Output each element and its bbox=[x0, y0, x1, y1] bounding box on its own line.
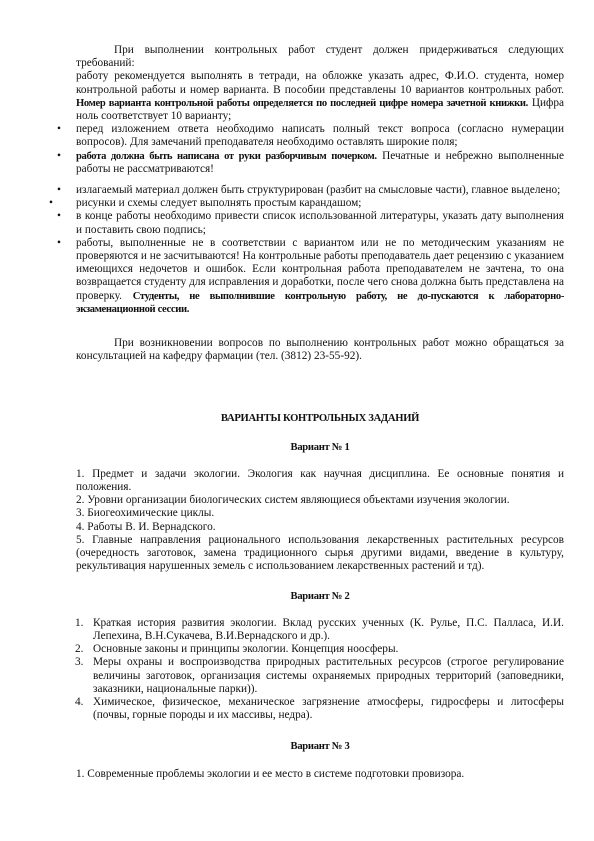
bullet-notebook: работу рекомендуется выполнять в тетради, на обложке указать адрес, Ф.И.О. студента, номер контрольной работы и номер варианта. В пособии представлены 10 вариантов контрольных работ. Номер варианта контрольной работы определяется по последней цифре номера зачетной книжки. Цифра ноль соответствует 10 варианту; bbox=[76, 70, 564, 123]
list-item: 3. Биогеохимические циклы. bbox=[76, 507, 215, 520]
list-item: 1. Предмет и задачи экологии. Экология как научная дисциплина. Ее основные понятия и положения. bbox=[76, 467, 564, 494]
contact-paragraph: При возникновении вопросов по выполнению контрольных работ можно обращаться за консультацией на кафедру фармации (тел. (3812) 23-55-92). bbox=[76, 337, 564, 363]
intro-lead: При выполнении контрольных работ студент должен придерживаться следующих требований: bbox=[76, 44, 564, 70]
bullet-structure: • излагаемый материал должен быть структурирован (разбит на смысловые части), главное выделено; bbox=[57, 184, 561, 197]
variant-1-heading: Вариант № 1 bbox=[290, 441, 350, 453]
list-item: 1. Современные проблемы экологии и ее место в системе подготовки провизора. bbox=[76, 767, 465, 780]
list-item: 4. Работы В. И. Вернадского. bbox=[76, 520, 216, 533]
list-item: 2. Основные законы и принципы экологии. Концепция ноосферы. bbox=[75, 643, 399, 656]
list-item: 4. Химическое, физическое, механическое загрязнение атмосферы, гидросферы и литосферы (почвы, горные породы и их массивы, недра). bbox=[75, 695, 564, 722]
bullet-rejection: • работы, выполненные не в соответствии с вариантом или не по методическим указаниям не проверяются и не засчитываются! На контрольные работы преподаватель дает рецензию с указанием имеющихся недочетов и ошибок. Если контрольная работа преподавателем не зачтена, то она возвращается студенту для исправления и доработки, после чего снова должна быть представлена на проверку. Студенты, не выполнившие контрольную работу, не до-пускаются к лабораторно-экзаменационной сессии. bbox=[57, 236, 564, 315]
list-item: 5. Главные направления рационального использования лекарственных растительных ресурсов (очередность заготовок, замена традиционного сырья другими видами, введение в культуру, рекультивация нарушенных земель с использованием лекарственных растений и тд). bbox=[76, 533, 564, 573]
list-item: 2. Уровни организации биологических систем являющиеся объектами изучения экологии. bbox=[76, 494, 510, 507]
bullet-question-text: • перед изложением ответа необходимо написать полный текст вопроса (согласно нумерации вопросов). Для замечаний преподавателя необходимо оставлять широкие поля; bbox=[57, 123, 564, 149]
bullet-drawings: • рисунки и схемы следует выполнять простым карандашом; bbox=[49, 197, 362, 210]
bullet-bibliography: • в конце работы необходимо привести список использованной литературы, указать дату выполнения и поставить свою подпись; bbox=[57, 210, 564, 236]
variant-2-heading: Вариант № 2 bbox=[290, 590, 350, 602]
list-item: 1. Краткая история развития экологии. Вклад русских ученных (К. Рулье, П.С. Палласа, И.И. Лепехина, В.Н.Сукачева, В.И.Вернадского и др.). bbox=[75, 616, 564, 642]
section-title: ВАРИАНТЫ КОНТРОЛЬНЫХ ЗАДАНИЙ bbox=[220, 413, 420, 425]
bullet-handwriting: • работа должна быть написана от руки разборчивым почерком. Печатные и небрежно выполненные работы не рассматриваются! bbox=[57, 149, 565, 175]
variant-rule: Номер варианта контрольной работы определяется по последней цифре номера зачетной книжки. bbox=[76, 97, 528, 109]
variant-3-heading: Вариант № 3 bbox=[290, 741, 350, 753]
list-item: 3. Меры охраны и воспроизводства природных растительных ресурсов (строгое регулирование величины заготовок, организация системы охраняемых природных территорий (заповедники, заказники, национальные парки)). bbox=[75, 656, 564, 695]
